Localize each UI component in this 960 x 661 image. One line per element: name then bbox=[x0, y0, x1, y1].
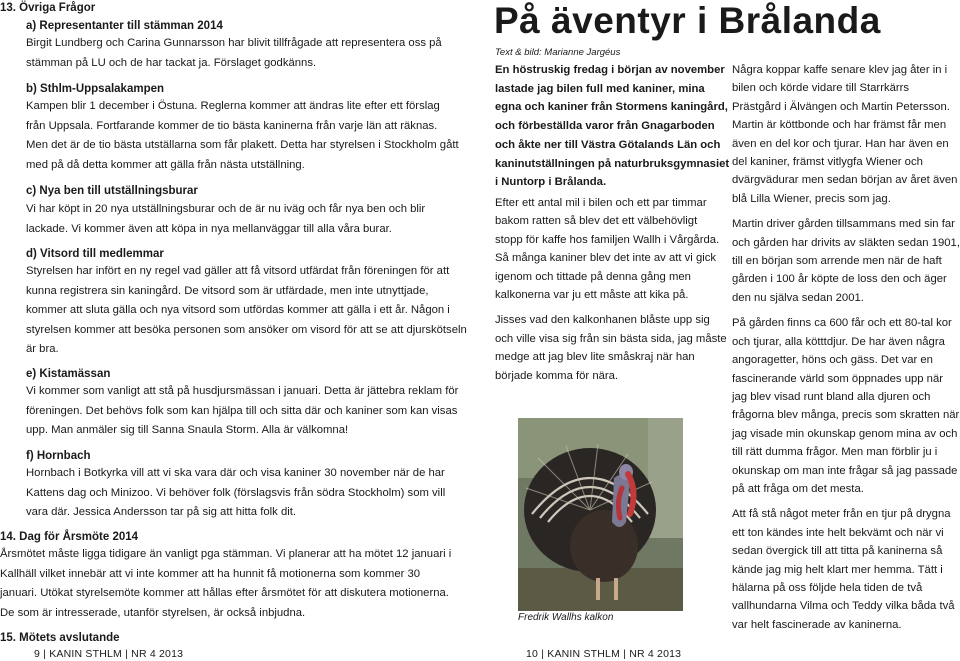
section-14-title: 14. Dag för Årsmöte 2014 bbox=[0, 531, 139, 543]
right-page bbox=[488, 0, 960, 661]
subsection-a-heading: a) Representanter till stämman 2014 bbox=[26, 20, 223, 32]
column-1-paragraph-2: Jisses vad den kalkonhanen blåste upp sig och ville visa sig från sin bästa sida, jag måste medge att jag blev lite småskraj när han började komma för nära. bbox=[495, 314, 727, 382]
article-credit: Text & bild: Marianne Jargéus bbox=[495, 47, 621, 58]
photo-caption: Fredrik Wallhs kalkon bbox=[518, 612, 614, 623]
column-1-paragraph-1: Efter ett antal mil i bilen och ett par timmar bakom ratten så blev det ett välbehövligt stopp för kaffe hos familjen Wallh i Vårgårda. Så många kaniner blev det inte av att vi gick igenom och tittade på denna gång men kalkonerna var ju ett måste att kika på. bbox=[495, 197, 720, 302]
subsection-f-heading: f) Hornbach bbox=[26, 450, 91, 462]
subsection-d-heading: d) Vitsord till medlemmar bbox=[26, 248, 164, 260]
article-title: På äventyr i Brålanda bbox=[494, 0, 881, 41]
article-column-2 bbox=[732, 61, 960, 641]
column-2-paragraph-3: På gården finns ca 600 får och ett 80-tal kor och tjurar, alla kötttdjur. De har även några angoragetter, höns och gäss. Det var en fascinerande värld som öppnades upp när jag blev visad runt bland alla djuren och frågorna blev många, precis som skratten när jag visade min okunskap genom mina av och till rätt dumma frågor. Men man förblir ju i okunskap om man inte frågar så jag passade på att fråga om det mesta. bbox=[732, 317, 960, 495]
left-page bbox=[0, 0, 472, 661]
subsection-d-body: Styrelsen har infört en ny regel vad gäller att få vitsord utfärdat från föreningen för att kunna registrera sin kaningård. De vitsord som är utfärdade, men inte utnyttjade, kommer att sluta gälla och nya vitsord som utfördas kommer att gälla i ett år. Någon i styrelsen kommer att besöka personen som ansöker om visord för att se att djurskötseln är bra. bbox=[26, 265, 467, 355]
column-2-paragraph-2: Martin driver gården tillsammans med sin far och gården har drivits av släkten sedan 1901, till en början som arrende men när de haft gården i 100 år köpte de loss den och äger den nu själva sedan 2001. bbox=[732, 218, 960, 304]
subsection-a-body: Birgit Lundberg och Carina Gunnarsson har blivit tillfrågade att representera oss på stämman på LU och de har tackat ja. Förslaget godkänns. bbox=[26, 37, 442, 69]
left-page-footer: 9 | KANIN STHLM | NR 4 2013 bbox=[34, 648, 184, 660]
turkey-illustration bbox=[518, 418, 683, 611]
subsection-b-body: Kampen blir 1 december i Östuna. Reglerna kommer att ändras lite efter ett förslag från Uppsala. Fortfarande kommer de tio bästa kaninerna från varje län att räknas. Men det är de tio bästa utställarna som får plakett. Detta har styrelsen i Stockholm gått med på då detta kommer att gälla från nästa utställning. bbox=[26, 100, 459, 171]
column-2-paragraph-4: Att få stå något meter från en tjur på drygna ett ton kändes inte helt bekvämt och när vi sedan övergick till att titta på kaninerna så kände jag mig helt klart mer hemma. Tätt i hälarna på oss följde hela tiden de två vallhundarna Vilma och Teddy vilka båda två var helt fascinerade av kaninerna. bbox=[732, 508, 955, 631]
subsection-c-body: Vi har köpt in 20 nya utställningsburar och de är nu iväg och får nya ben och blir lackade. Vi kommer även att köpa in nya mellanväggar till alla våra burar. bbox=[26, 203, 426, 235]
article-column-1 bbox=[495, 194, 727, 392]
section-13-title: 13. Övriga Frågor bbox=[0, 2, 96, 14]
section-14-body: Årsmötet måste ligga tidigare än vanligt pga stämman. Vi planerar att ha mötet 12 januari i Kallhäll vilket innebär att vi inte kommer att ha hunnit få motionerna som kommer 30 januari. Utökat styrelsemöte kommer att hållas efter årsmötet för att diskutera motionerna. De som är intresserade, utanför styrelsen, är också inbjudna. bbox=[0, 548, 452, 619]
subsection-e-body: Vi kommer som vanligt att stå på husdjursmässan i januari. Detta är jättebra reklam för föreningen. Det behövs folk som kan hjälpa till och sitta där och kaniner som kan visas upp. Man anmäler sig till Sanna Snaula Storm. Alla är välkomna! bbox=[26, 385, 459, 436]
subsection-c-heading: c) Nya ben till utställningsburar bbox=[26, 185, 198, 197]
subsection-b-heading: b) Sthlm-Uppsalakampen bbox=[26, 83, 165, 95]
section-15-title: 15. Mötets avslutande bbox=[0, 632, 120, 644]
subsection-f-body: Hornbach i Botkyrka vill att vi ska vara där och visa kaniner 30 november när de har Kattens dag och Minizoo. Vi behöver folk (förslagsvis från södra Stockholm) som vill vara där. Jessica Andersson tar på sig att hitta folk dit. bbox=[26, 467, 446, 518]
column-2-paragraph-1: Några koppar kaffe senare klev jag åter in i bilen och körde vidare till Starrkärrs Prästgård i Älvängen och Martin Petersson. Martin är köttbonde och har främst får men även en del kor och tjurar. Han har även en del kaniner, främst vitlygfa Wiener och dvärgvädurar men sedan början av året även blå Lilla Wiener, precis som jag. bbox=[732, 64, 958, 205]
right-page-footer: 10 | KANIN STHLM | NR 4 2013 bbox=[526, 648, 682, 660]
subsection-e-heading: e) Kistamässan bbox=[26, 368, 111, 380]
turkey-photo bbox=[518, 418, 683, 611]
article-lead: En höstruskig fredag i början av november lastade jag bilen full med kaniner, mina egna och kaniner från Stormens kaningård, och förbeställda varor från Gnagarboden och åkte ner till Västra Götalands Län och kaninutställningen på naturbruksgymnasiet i Nuntorp i Brålanda. bbox=[495, 64, 730, 189]
